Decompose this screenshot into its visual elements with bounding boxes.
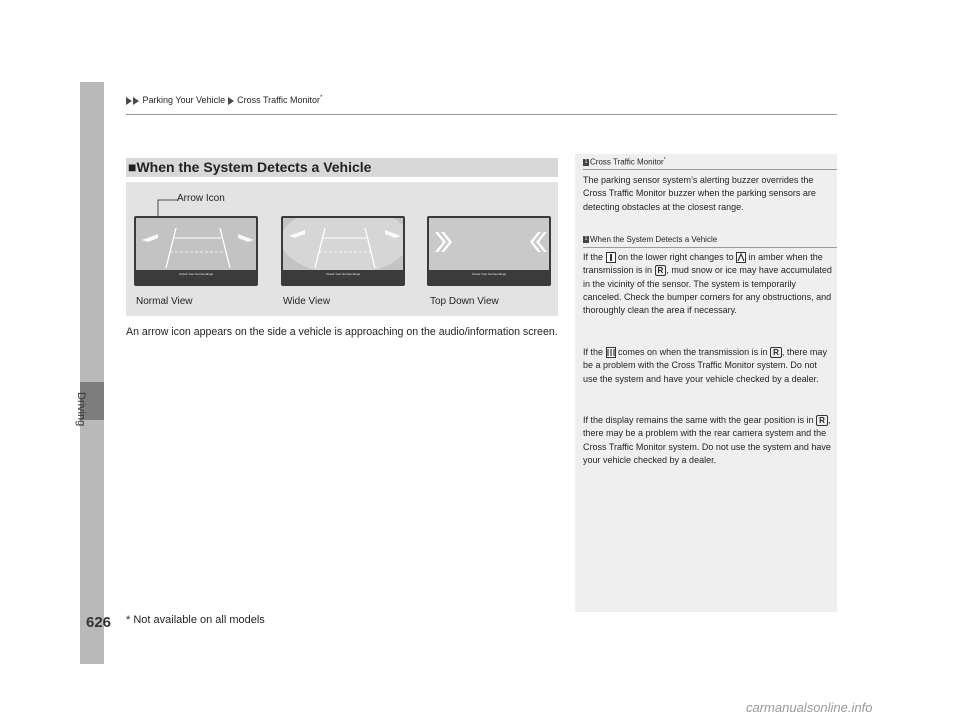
gear-r-key: R [770,347,782,358]
note-heading-cross-traffic [583,157,666,167]
note-marker: 1 [584,159,588,166]
camera-screen-wide [281,216,405,286]
note-text-span: on the lower right changes to [618,252,734,262]
note-text-detects-p3 [583,414,833,467]
body-paragraph: An arrow icon appears on the side a vehicle is approaching on the audio/information screen. [126,326,558,338]
view-label-wide: Wide View [283,296,331,307]
footnote: * Not available on all models [126,614,265,626]
view-label-topdown: Top Down View [430,296,499,307]
note-text-span: , there may be a problem with the Cross Traffic Monitor system. Do not use the system and have your vehicle checked by a dealer. [583,347,827,384]
side-tab [80,82,104,382]
note-text-span: comes on when the transmission is in [618,347,768,357]
breadcrumb-arrow-icon [133,97,139,105]
breadcrumb-asterisk: * [319,95,323,101]
camera-caption: Check Your Surroundings [178,272,214,276]
note-marker: 1 [584,236,588,243]
section-title-text: When the System Detects a Vehicle [136,159,372,175]
note-text-span: If the [583,252,604,262]
note-heading-text: When the System Detects a Vehicle [590,235,718,244]
note-divider [583,247,837,248]
gear-r-key: R [816,415,828,426]
note-asterisk: * [663,157,666,163]
note-text-detects-p1 [583,251,833,317]
sensor-amber-indicator-icon [736,252,746,263]
breadcrumb-arrow-icon [228,97,234,105]
note-text-span: , there may be a problem with the rear camera system and the Cross Traffic Monitor system. Do not use the system and have your vehicle checked by a dealer. [583,415,831,465]
note-heading-text: Cross Traffic Monitor [590,157,664,167]
gear-r-key: R [655,265,667,276]
note-text-cross-traffic: The parking sensor system’s alerting buzzer overrides the Cross Traffic Monitor buzzer when the parking sensors are detecting obstacles at the closest range. [583,175,816,212]
note-text-span: in amber when the transmission is in [583,252,823,276]
note-text-span: If the display remains the same with the gear position is in [583,415,814,425]
watermark: carmanualsonline.info [746,700,873,715]
header-divider [126,114,837,115]
arrow-icon-callout: Arrow Icon [177,193,225,204]
section-marker: ■ [128,159,137,175]
breadcrumb-arrow-icon [126,97,132,105]
note-text-span: , mud snow or ice may have accumulated in the vicinity of the sensor. The system is temporarily canceled. Check the bumper corners for any obstructions, and thoroughly clean the area if necessary. [583,265,832,316]
camera-caption: Check Your Surroundings [471,272,507,276]
side-tab-label: Driving [75,392,87,427]
breadcrumb [126,95,322,105]
breadcrumb-current[interactable]: Cross Traffic Monitor [237,95,320,105]
note-text-detects-p2 [583,346,833,386]
page-number: 626 [86,614,112,631]
sensor-indicator-icon [606,252,616,263]
note-divider [583,169,837,170]
note-heading-detects [583,235,717,244]
system-warning-indicator-icon [606,347,616,358]
camera-caption: Check Your Surroundings [325,272,361,276]
camera-screen-normal [134,216,258,286]
breadcrumb-parent[interactable]: Parking Your Vehicle [142,95,226,105]
camera-screen-topdown [427,216,551,286]
view-label-normal: Normal View [136,296,193,307]
section-title [128,159,371,175]
note-text-span: If the [583,347,604,357]
